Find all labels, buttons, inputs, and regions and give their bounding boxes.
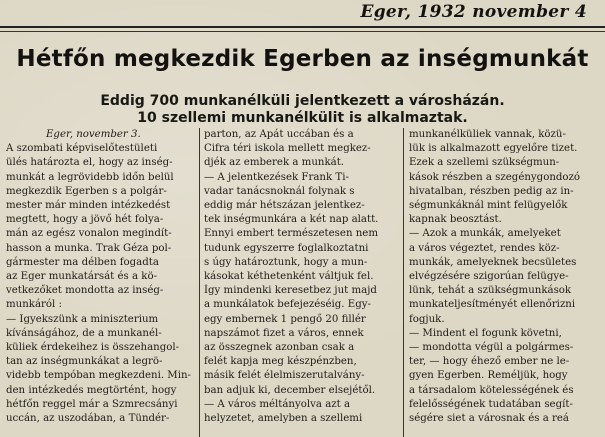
article-text-line: mester már minden intézkedést bbox=[6, 200, 171, 212]
article-text-line: s úgy határoztunk, hogy a mun- bbox=[204, 256, 368, 268]
article-text-line: ülés határozta el, hogy az inség- bbox=[6, 157, 173, 169]
article-text-line: djék az emberek a munkát. bbox=[204, 157, 345, 169]
article-text-line: munkát a legrövidebb időn belül bbox=[6, 171, 174, 183]
article-text-line: hivatalban, részben pedig az in- bbox=[409, 185, 574, 197]
article-text-line: hasson a munka. Trak Géza pol- bbox=[6, 242, 172, 254]
article-text-line: fogjuk. bbox=[409, 313, 445, 325]
article-subheadline-1: Eddig 700 munkanélküli jelentkezett a városházán. bbox=[100, 93, 505, 109]
article-text-line: vetkezőket mondotta az inség- bbox=[6, 285, 164, 297]
article-text-line: munkanélküliek vannak, közü- bbox=[409, 129, 566, 140]
article-column-1 bbox=[6, 128, 194, 437]
article-text-line: — A város méltányolva azt a bbox=[204, 398, 351, 410]
article-text-line: — mondotta végül a polgármes- bbox=[409, 342, 574, 354]
article-text-line: munkáról : bbox=[6, 299, 62, 311]
article-text-line: Ezek a szellemi szükségmun- bbox=[409, 157, 560, 169]
article-text-line: lünk, tehát a szükségmunkások bbox=[409, 285, 572, 297]
article-text-line: hétfőn reggel már a Szmrecsányi bbox=[6, 398, 178, 410]
column-divider bbox=[199, 128, 200, 437]
article-text-line: az Eger munkatársát és a kö- bbox=[6, 271, 158, 283]
article-text-line: ségmunkáknál mint felügyelők bbox=[409, 200, 568, 212]
column-divider bbox=[403, 128, 404, 437]
article-column-2 bbox=[204, 128, 397, 437]
article-text-line: kások részben a szegénygondozó bbox=[409, 171, 581, 183]
article-text-line: másik felét élelmiszerutalvány- bbox=[204, 370, 365, 382]
article-text-line: videbb tempóban megkezdeni. Min- bbox=[6, 370, 191, 382]
article-text-line: felelősségének tudatában segít- bbox=[409, 398, 573, 410]
article-text-line: ban adjuk ki, december elsejétől. bbox=[204, 384, 376, 396]
article-text-line: kásokat kéthetenként váltjuk fel. bbox=[204, 271, 374, 283]
dateline: Eger, 1932 november 4 bbox=[360, 2, 587, 22]
article-subheadline-2: 10 szellemi munkanélkülit is alkalmaztak. bbox=[137, 110, 468, 126]
article-text-line: lük is alkalmazott egyelőre tizet. bbox=[409, 143, 578, 155]
article-text-line: munkateljesítményét ellenőrizni bbox=[409, 299, 576, 311]
article-text-line: — Azok a munkák, amelyeket bbox=[409, 228, 561, 240]
article-text-line: a város végeztet, rendes köz- bbox=[409, 242, 560, 254]
article-text-line: felét kapja meg készpénzben, bbox=[204, 356, 357, 368]
article-text-line: egy embernek 1 pengő 20 fillér bbox=[204, 313, 366, 325]
article-text-line: ter, — hogy éhező ember ne le- bbox=[409, 356, 570, 368]
article-text-line: parton, az Apát uccában és a bbox=[204, 129, 354, 140]
article-text-line: munkák, amelyeknek becsületes bbox=[409, 256, 577, 268]
article-text-line: kívánságához, de a munkanél- bbox=[6, 327, 162, 339]
article-text-line: napszámot fizet a város, ennek bbox=[204, 327, 364, 339]
article-text-line: mán az egész vonalon megindít- bbox=[6, 228, 172, 240]
article-text-line: tek inségmunkára a két nap alatt. bbox=[204, 214, 379, 226]
article-text-line: gyen Egerben. Reméljük, hogy bbox=[409, 370, 568, 382]
article-text-line: — Mindent el fogunk követni, bbox=[409, 327, 562, 339]
article-text-line: tudunk egyszerre foglalkoztatni bbox=[204, 242, 369, 254]
article-text-line: uccán, az uszodában, a Tündér- bbox=[6, 413, 170, 425]
article-text-line: Ennyi embert természetesen nem bbox=[204, 228, 378, 240]
article-text-line: eddig már hétszázan jelentkez- bbox=[204, 200, 365, 212]
article-text-line: ségére siet a városnak és a reá bbox=[409, 413, 569, 425]
article-text-line: kapnak beosztást. bbox=[409, 214, 502, 226]
article-text-line: az összegnek azonban csak a bbox=[204, 342, 355, 354]
article-text-line: tan az inségmunkákat a legrö- bbox=[6, 356, 163, 368]
article-text-line: megtett, hogy a jövő hét folya- bbox=[6, 214, 164, 226]
article-text-line: A szombati képviselőtestületi bbox=[6, 143, 158, 155]
article-text-line: gármester ma délben fogadta bbox=[6, 256, 159, 268]
article-text-line: Eger, november 3. bbox=[46, 129, 141, 140]
article-text-line: den intézkedés megtörtént, hogy bbox=[6, 384, 177, 396]
article-text-line: küliek érdekeihez is összehangol- bbox=[6, 342, 180, 354]
article-text-line: — Igyekszünk a miniszterium bbox=[6, 313, 159, 325]
article-headline: Hétfőn megkezdik Egerben az inségmunkát bbox=[16, 46, 589, 72]
article-text-line: vadar tanácsnoknál folynak s bbox=[204, 185, 355, 197]
header-rule-thin bbox=[0, 31, 605, 32]
article-column-3 bbox=[409, 128, 599, 437]
article-text-line: a társadalom kötelességének és bbox=[409, 384, 574, 396]
article-text-line: Így mindenki keresetbez jut majd bbox=[204, 285, 377, 297]
article-text-line: megkezdik Egerben s a polgár- bbox=[6, 185, 167, 197]
article-text-line: helyzetet, amelyben a szellemi bbox=[204, 413, 363, 425]
article-text-line: — A jelentkezések Frank Ti- bbox=[204, 171, 349, 183]
article-text-line: elvégzésére szigorúan felügye- bbox=[409, 271, 569, 283]
article-text-line: a munkálatok befejezéséig. Egy- bbox=[204, 299, 371, 311]
article-text-line: Cifra téri iskola mellett megkez- bbox=[204, 143, 371, 155]
header-rule bbox=[0, 26, 605, 28]
